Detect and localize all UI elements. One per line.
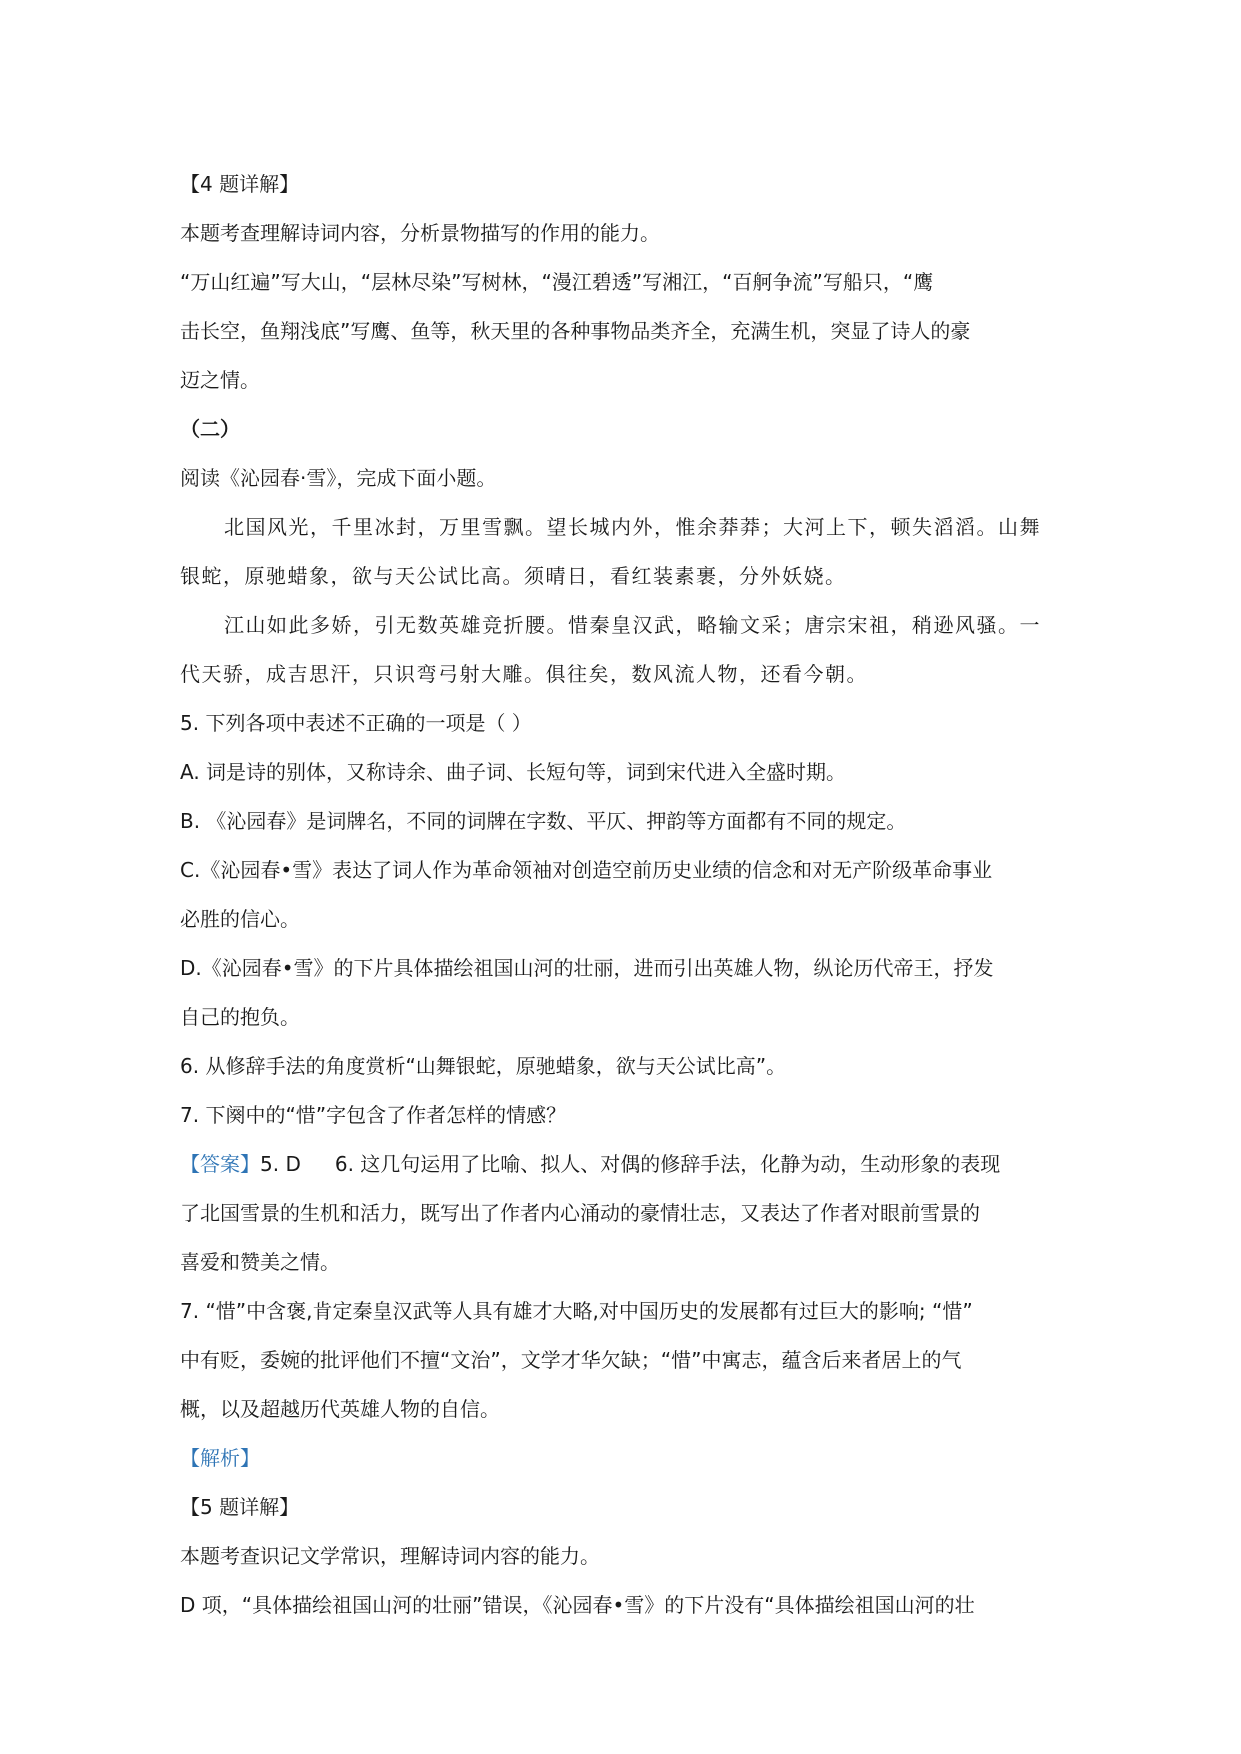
option-d-continued: 自己的抱负。 [180, 1005, 300, 1029]
answer-6: 6. 这几句运用了比喻、拟人、对偶的修辞手法，化静为动，生动形象的表现 [334, 1152, 1001, 1176]
answer-label: 【答案】 [180, 1152, 260, 1176]
poem-line: 代天骄，成吉思汗，只识弯弓射大雕。俱往矣，数风流人物，还看今朝。 [180, 662, 868, 686]
q4-analysis-line: “万山红遍”写大山，“层林尽染”写树林，“漫江碧透”写湘江，“百舸争流”写船只，“鹰 [180, 270, 934, 294]
analysis-label: 【解析】 [180, 1446, 260, 1470]
document-body [180, 160, 1080, 1630]
answer-7-continued: 中有贬，委婉的批评他们不擅“文治”，文学才华欠缺；“惜”中寓志，蕴含后来者居上的气 [180, 1348, 962, 1372]
option-c: C.《沁园春•雪》表达了词人作为革命领袖对创造空前历史业绩的信念和对无产阶级革命事业 [180, 858, 993, 882]
q5-detail-header: 【5 题详解】 [180, 1495, 300, 1519]
poem-line: 北国风光，千里冰封，万里雪飘。望长城内外，惟余莽莽；大河上下，顿失滔滔。山舞 [224, 515, 1041, 539]
answer-6-continued: 了北国雪景的生机和活力，既写出了作者内心涌动的豪情壮志，又表达了作者对眼前雪景的 [180, 1201, 980, 1225]
reading-instruction: 阅读《沁园春·雪》，完成下面小题。 [180, 466, 497, 490]
question-6-stem: 6. 从修辞手法的角度赏析“山舞银蛇，原驰蜡象，欲与天公试比高”。 [180, 1054, 787, 1078]
q4-intro: 本题考查理解诗词内容，分析景物描写的作用的能力。 [180, 221, 660, 245]
answer-7: 7. “惜”中含褒,肯定秦皇汉武等人具有雄才大略,对中国历史的发展都有过巨大的影响; “惜” [180, 1299, 973, 1323]
q5-analysis-line: D 项，“具体描绘祖国山河的壮丽”错误，《沁园春•雪》的下片没有“具体描绘祖国山河的壮 [180, 1593, 975, 1617]
option-d: D.《沁园春•雪》的下片具体描绘祖国山河的壮丽，进而引出英雄人物，纵论历代帝王，抒发 [180, 956, 994, 980]
section-title: （二） [180, 417, 240, 441]
q5-intro: 本题考查识记文学常识，理解诗词内容的能力。 [180, 1544, 600, 1568]
answer-5: 5. D [260, 1152, 301, 1176]
poem-line: 银蛇，原驰蜡象，欲与天公试比高。须晴日，看红装素裹，分外妖娆。 [180, 564, 847, 588]
q4-analysis-line: 迈之情。 [180, 368, 260, 392]
poem-line: 江山如此多娇，引无数英雄竞折腰。惜秦皇汉武，略输文采；唐宗宋祖，稍逊风骚。一 [224, 613, 1041, 637]
question-7-stem: 7. 下阕中的“惜”字包含了作者怎样的情感？ [180, 1103, 567, 1127]
q4-detail-header: 【4 题详解】 [180, 172, 300, 196]
q4-analysis-line: 击长空，鱼翔浅底”写鹰、鱼等，秋天里的各种事物品类齐全，充满生机，突显了诗人的豪 [180, 319, 971, 343]
answer-7-continued: 概，以及超越历代英雄人物的自信。 [180, 1397, 500, 1421]
question-5-stem: 5. 下列各项中表述不正确的一项是（ ） [180, 711, 532, 735]
option-b: B. 《沁园春》是词牌名，不同的词牌在字数、平仄、押韵等方面都有不同的规定。 [180, 809, 907, 833]
answer-line [180, 1140, 1080, 1189]
answer-6-continued: 喜爱和赞美之情。 [180, 1250, 340, 1274]
option-a: A. 词是诗的别体，又称诗余、曲子词、长短句等，词到宋代进入全盛时期。 [180, 760, 847, 784]
option-c-continued: 必胜的信心。 [180, 907, 300, 931]
